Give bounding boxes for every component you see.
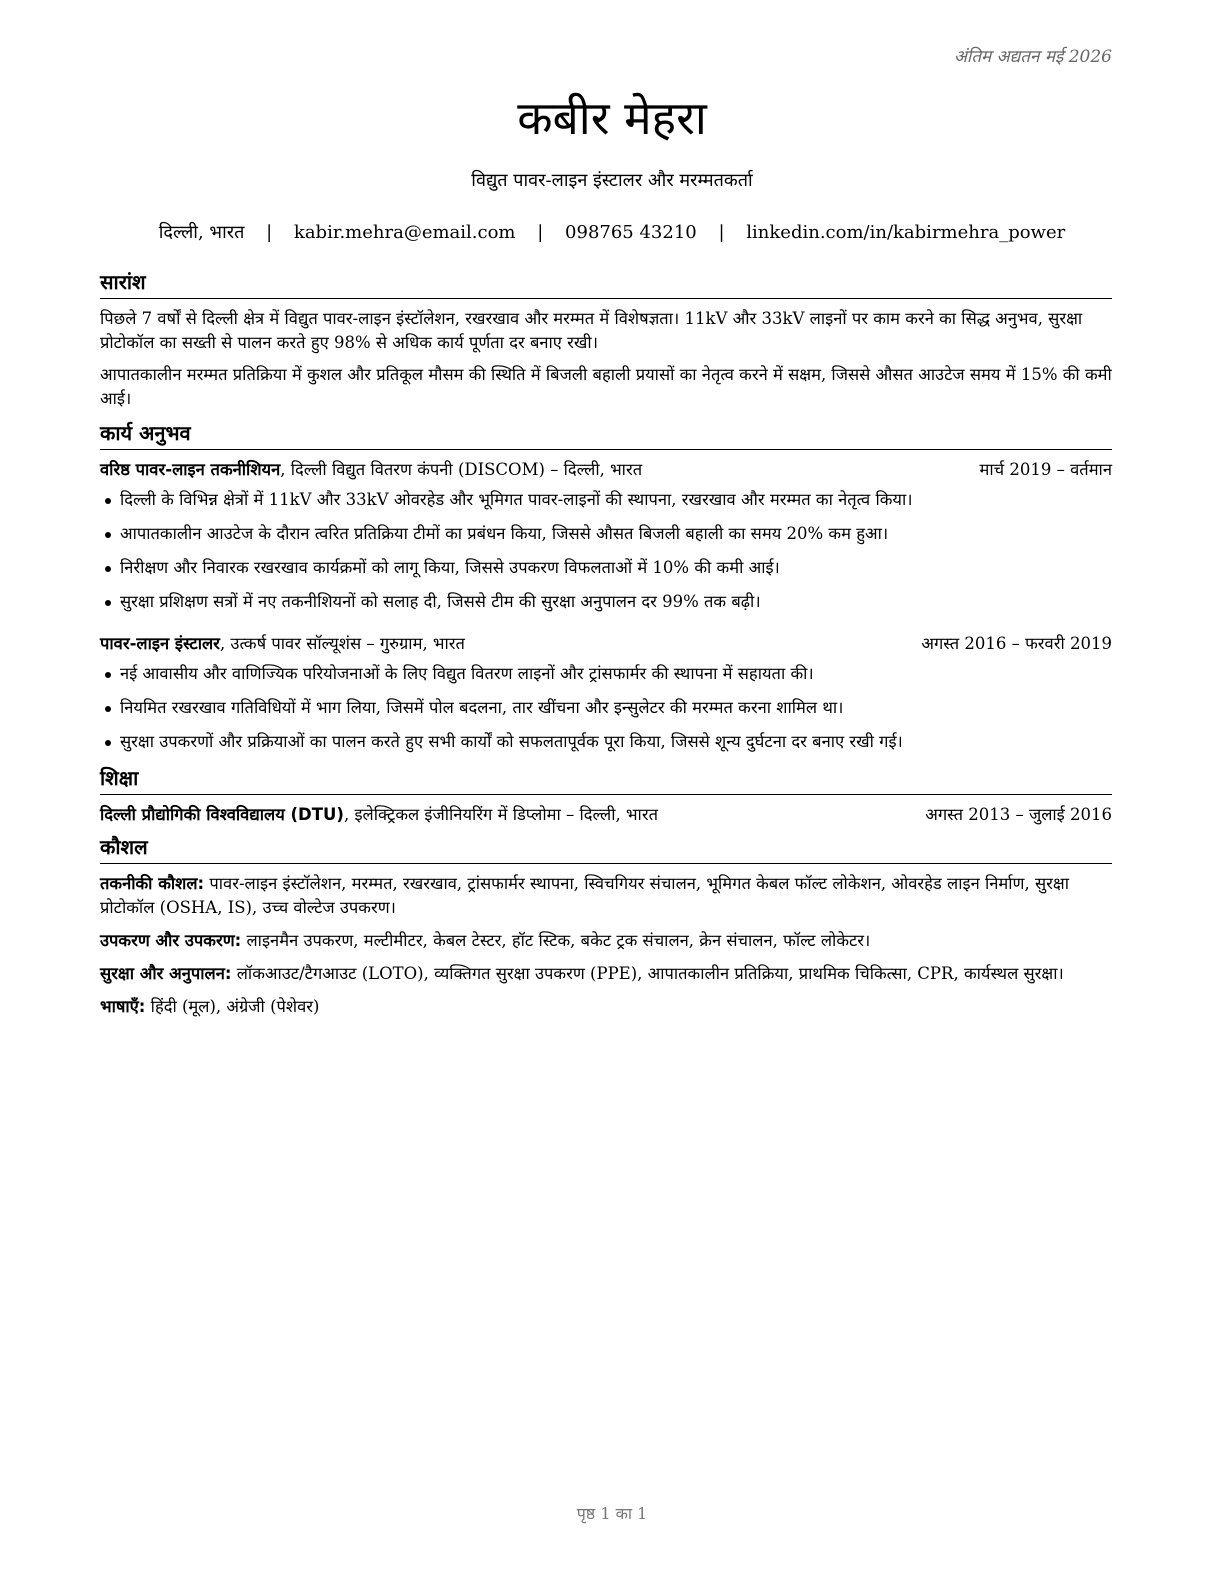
job-header	[100, 632, 1112, 656]
list-item: सुरक्षा उपकरणों और प्रक्रियाओं का पालन करते हुए सभी कार्यों को सफलतापूर्वक पूरा किया, जिससे शून्य दुर्घटना दर बनाए रखी गई।	[100, 730, 1112, 754]
job-title-tagline: विद्युत पावर-लाइन इंस्टालर और मरम्मतकर्ता	[471, 170, 753, 191]
job-organization: , दिल्ली विद्युत वितरण कंपनी (DISCOM) – दिल्ली, भारत	[280, 460, 643, 479]
education-entry	[100, 803, 1112, 827]
list-item: आपातकालीन आउटेज के दौरान त्वरित प्रतिक्रिया टीमों का प्रबंधन किया, जिससे औसत बिजली बहाली का समय 20% कम हुआ।	[100, 522, 1112, 546]
education-dates: अगस्त 2013 – जुलाई 2016	[925, 805, 1112, 824]
resume-body	[100, 268, 1112, 1028]
list-item: नई आवासीय और वाणिज्यिक परियोजनाओं के लिए विद्युत वितरण लाइनों और ट्रांसफार्मर की स्थापना में सहायता की।	[100, 662, 1112, 686]
education-institution: दिल्ली प्रौद्योगिकी विश्वविद्यालय (DTU)	[100, 805, 344, 824]
list-item: सुरक्षा प्रशिक्षण सत्रों में नए तकनीशियनों को सलाह दी, जिससे टीम की सुरक्षा अनुपालन दर 99% तक बढ़ी।	[100, 590, 1112, 614]
linkedin-link[interactable]: linkedin.com/in/kabirmehra_power	[746, 222, 1066, 243]
separator: |	[718, 222, 725, 243]
job-dates: मार्च 2019 – वर्तमान	[979, 460, 1112, 479]
page-number: पृष्ठ 1 का 1	[576, 1504, 648, 1523]
skill-value: पावर-लाइन इंस्टॉलेशन, मरम्मत, रखरखाव, ट्रांसफार्मर स्थापना, स्विचगियर संचालन, भूमिगत केबल फॉल्ट लोकेशन, ओवरहेड लाइन निर्माण, सुरक्षा प्रोटोकॉल (OSHA, IS), उच्च वोल्टेज उपकरण।	[100, 874, 1069, 917]
email-link[interactable]: kabir.mehra@email.com	[293, 222, 516, 243]
skill-value: हिंदी (मूल), अंग्रेजी (पेशेवर)	[145, 997, 320, 1016]
last-updated: अंतिम अद्यतन मई 2026	[953, 47, 1112, 67]
skill-row	[100, 929, 1112, 953]
separator: |	[266, 222, 273, 243]
skill-label: उपकरण और उपकरण:	[100, 931, 242, 950]
job-entry	[100, 632, 1112, 754]
section-title-experience: कार्य अनुभव	[100, 419, 1112, 450]
education-detail: , इलेक्ट्रिकल इंजीनियरिंग में डिप्लोमा – दिल्ली, भारत	[343, 805, 658, 824]
separator: |	[537, 222, 544, 243]
skill-label: सुरक्षा और अनुपालन:	[100, 964, 232, 983]
experience-section	[100, 419, 1112, 754]
job-header	[100, 458, 1112, 482]
list-item: निरीक्षण और निवारक रखरखाव कार्यक्रमों को लागू किया, जिससे उपकरण विफलताओं में 10% की कमी आई।	[100, 556, 1112, 580]
job-entry	[100, 458, 1112, 614]
section-title-education: शिक्षा	[100, 764, 1112, 795]
phone-number: 098765 43210	[565, 222, 697, 243]
skill-row	[100, 962, 1112, 986]
summary-section	[100, 268, 1112, 411]
job-bullets	[100, 662, 1112, 754]
job-role: वरिष्ठ पावर-लाइन तकनीशियन	[100, 460, 281, 479]
location: दिल्ली, भारत	[158, 222, 245, 243]
list-item: दिल्ली के विभिन्न क्षेत्रों में 11kV और 33kV ओवरहेड और भूमिगत पावर-लाइनों की स्थापना, रखरखाव और मरम्मत का नेतृत्व किया।	[100, 488, 1112, 512]
list-item: नियमित रखरखाव गतिविधियों में भाग लिया, जिसमें पोल बदलना, तार खींचना और इन्सुलेटर की मरम्मत करना शामिल था।	[100, 696, 1112, 720]
skill-value: लॉकआउट/टैगआउट (LOTO), व्यक्तिगत सुरक्षा उपकरण (PPE), आपातकालीन प्रतिक्रिया, प्राथमिक चिकित्सा, CPR, कार्यस्थल सुरक्षा।	[231, 964, 1064, 983]
job-role: पावर-लाइन इंस्टालर	[100, 634, 220, 653]
candidate-name: कबीर मेहरा	[517, 91, 707, 145]
summary-paragraph: पिछले 7 वर्षों से दिल्ली क्षेत्र में विद्युत पावर-लाइन इंस्टॉलेशन, रखरखाव और मरम्मत में विशेषज्ञता। 11kV और 33kV लाइनों पर काम करने का सिद्ध अनुभव, सुरक्षा प्रोटोकॉल का सख्ती से पालन करते हुए 98% से अधिक कार्य पूर्णता दर बनाए रखी।	[100, 309, 1083, 352]
skill-row	[100, 872, 1112, 920]
education-degree	[100, 803, 658, 827]
job-organization: , उत्कर्ष पावर सॉल्यूशंस – गुरुग्राम, भारत	[219, 634, 465, 653]
summary-paragraph: आपातकालीन मरम्मत प्रतिक्रिया में कुशल और प्रतिकूल मौसम की स्थिति में बिजली बहाली प्रयासों का नेतृत्व करने में सक्षम, जिससे औसत आउटेज समय में 15% की कमी आई।	[100, 365, 1112, 408]
job-dates: अगस्त 2016 – फरवरी 2019	[921, 634, 1112, 653]
job-role-org	[100, 632, 465, 656]
job-role-org	[100, 458, 642, 482]
contact-line	[0, 220, 1224, 244]
skill-label: भाषाएँ:	[100, 997, 146, 1016]
skills-section	[100, 833, 1112, 1019]
section-title-summary: सारांश	[100, 268, 1112, 299]
skill-label: तकनीकी कौशल:	[100, 874, 205, 893]
job-bullets	[100, 488, 1112, 614]
education-section	[100, 764, 1112, 827]
section-title-skills: कौशल	[100, 833, 1112, 864]
skill-value: लाइनमैन उपकरण, मल्टीमीटर, केबल टेस्टर, हॉट स्टिक, बकेट ट्रक संचालन, क्रेन संचालन, फॉल्ट लोकेटर।	[241, 931, 871, 950]
skill-row	[100, 995, 1112, 1019]
